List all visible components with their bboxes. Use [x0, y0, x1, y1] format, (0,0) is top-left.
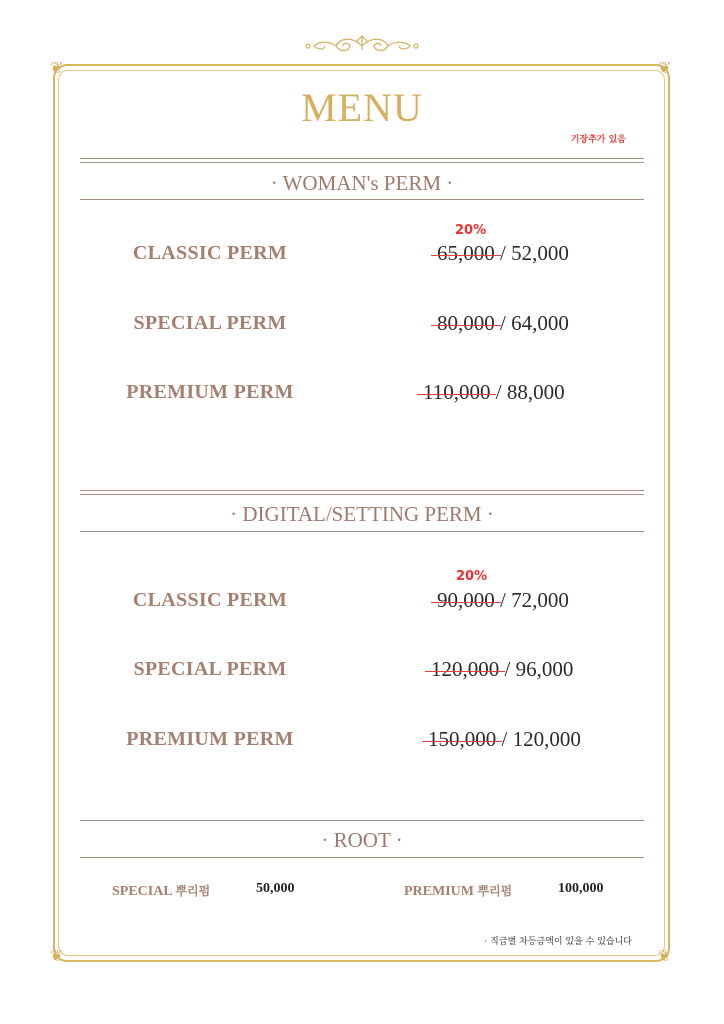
original-price: 110,000	[423, 380, 491, 404]
menu-item-price	[428, 727, 581, 752]
price-variance-note: · 직급별 차등금액이 있을 수 있습니다	[484, 937, 632, 947]
original-price: 150,000	[428, 727, 497, 751]
menu-item-price	[437, 311, 569, 336]
original-price: 65,000	[437, 241, 495, 265]
root-item-name	[112, 882, 210, 900]
menu-item-name: CLASSIC PERM	[132, 242, 288, 264]
root-item-name-ko: 뿌리펌	[477, 884, 513, 898]
divider	[80, 490, 644, 491]
menu-item-name: SPECIAL PERM	[133, 312, 287, 334]
root-item-name	[404, 882, 512, 900]
corner-flourish-icon: ❦	[50, 58, 64, 77]
root-item-price: 100,000	[558, 881, 604, 896]
divider	[80, 158, 644, 159]
corner-flourish-icon: ❦	[658, 58, 672, 77]
divider	[80, 199, 644, 200]
root-item-name-en: PREMIUM	[404, 884, 474, 899]
corner-flourish-icon: ❦	[50, 946, 64, 965]
menu-item-name: PREMIUM PERM	[126, 728, 294, 750]
original-price: 120,000	[431, 657, 500, 681]
divider	[80, 820, 644, 821]
discounted-price: / 120,000	[501, 727, 581, 751]
divider	[80, 857, 644, 858]
corner-flourish-icon: ❦	[658, 946, 672, 965]
discounted-price: / 96,000	[504, 657, 574, 681]
discount-badge: 20%	[456, 569, 488, 584]
divider	[80, 531, 644, 532]
root-item-name-en: SPECIAL	[112, 884, 172, 899]
section-title-root: · ROOT ·	[321, 828, 403, 852]
section-title-woman-perm: · WOMAN's PERM ·	[270, 171, 454, 195]
menu-item-name: CLASSIC PERM	[132, 589, 288, 611]
top-ornament-icon	[300, 34, 424, 58]
divider	[80, 494, 644, 495]
discounted-price: / 88,000	[495, 380, 565, 404]
original-price: 90,000	[437, 588, 495, 612]
original-price: 80,000	[437, 311, 495, 335]
menu-item-price	[437, 241, 569, 266]
discounted-price: / 64,000	[500, 311, 569, 335]
menu-item-price	[423, 380, 565, 405]
discounted-price: / 52,000	[500, 241, 569, 265]
discount-badge: 20%	[455, 223, 487, 238]
section-title-digital-perm: · DIGITAL/SETTING PERM ·	[230, 502, 494, 526]
menu-item-price	[431, 657, 573, 682]
discounted-price: / 72,000	[500, 588, 569, 612]
root-item-price: 50,000	[256, 881, 295, 896]
menu-item-name: SPECIAL PERM	[133, 658, 287, 680]
menu-item-price	[437, 588, 569, 613]
divider	[80, 162, 644, 163]
menu-item-name: PREMIUM PERM	[126, 381, 294, 403]
menu-title: MENU	[301, 85, 423, 130]
root-item-name-ko: 뿌리펌	[175, 884, 211, 898]
length-extra-note: 기장추가 있음	[570, 135, 626, 145]
